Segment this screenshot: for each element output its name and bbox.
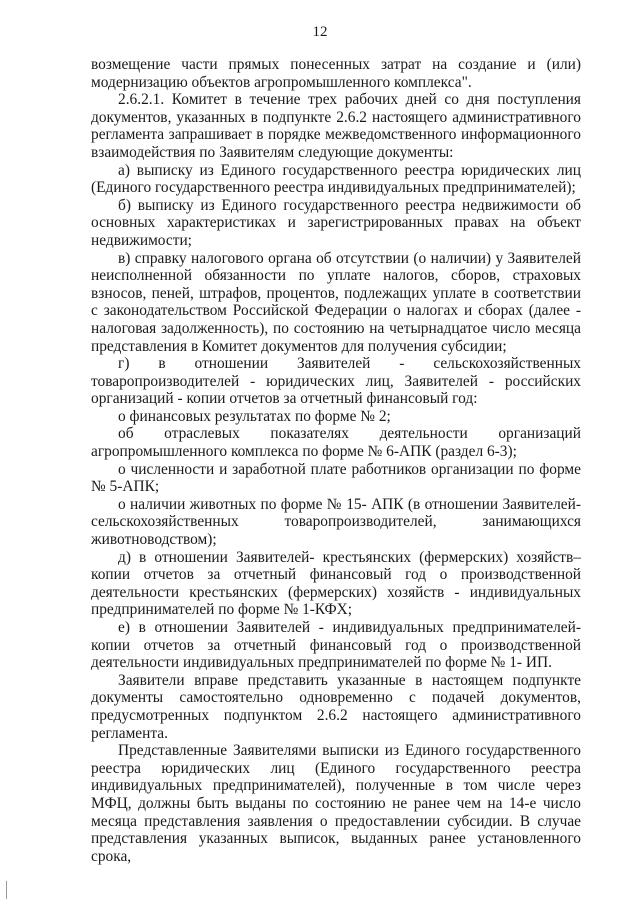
paragraph: об отраслевых показателях деятельности организаций агропромышленного комплекса по форме № 6-АПК (раздел 6-3); bbox=[91, 425, 581, 461]
paragraph: о финансовых результатах по форме № 2; bbox=[118, 407, 391, 425]
paragraph: 2.6.2.1. Комитет в течение трех рабочих дней со дня поступления документов, указанных в подпункте 2.6.2 настоящего административного регламента запрашивает в порядке межведомственного информационного взаимодействия по Заявителям следующие документы: bbox=[91, 91, 581, 161]
paragraph: Представленные Заявителями выписки из Единого государственного реестра юридических лиц (Единого государственного реестра индивидуальных предпринимателей), полученные в том числе через МФЦ, должны быть выданы по состоянию не ранее чем на 14-е число месяца представления заявления о предоставлении субсидии. В случае представления указанных выписок, выданных ранее установленного срока, bbox=[91, 742, 581, 865]
paragraph: в) справку налогового органа об отсутствии (о наличии) у Заявителей неисполненной обязанности по уплате налогов, сборов, страховых взносов, пеней, штрафов, процентов, подлежащих уплате в соответствии с законодательством Российской Федерации о налогах и сборах (далее - налоговая задолженность), по состоянию на четырнадцатое число месяца представления в Комитет документов для получения субсидии; bbox=[91, 249, 581, 355]
paragraph: б) выписку из Единого государственного реестра недвижимости об основных характеристиках и зарегистрированных правах на объект недвижимости; bbox=[91, 196, 581, 249]
paragraph: а) выписку из Единого государственного реестра юридических лиц (Единого государственного реестра индивидуальных предпринимателей); bbox=[91, 161, 581, 197]
paragraph: Заявители вправе представить указанные в настоящем подпункте документы самостоятельно одновременно с подачей документов, предусмотренных подпунктом 2.6.2 настоящего административного регламента. bbox=[91, 671, 581, 742]
paragraph: д) в отношении Заявителей- крестьянских (фермерских) хозяйств– копии отчетов за отчетный финансовый год о производственной деятельности крестьянских (фермерских) хозяйств - индивидуальных предпринимателей по форме № 1-КФХ; bbox=[91, 548, 581, 619]
paragraph: г) в отношении Заявителей - сельскохозяйственных товаропроизводителей - юридических лиц, Заявителей - российских организаций - копии отчетов за отчетный финансовый год: bbox=[91, 355, 581, 408]
document-body bbox=[91, 56, 581, 865]
paragraph: о наличии животных по форме № 15- АПК (в отношении Заявителей-сельскохозяйственных товаропроизводителей, занимающихся животноводством); bbox=[91, 495, 581, 549]
paragraph: возмещение части прямых понесенных затрат на создание и (или) модернизацию объектов агропромышленного комплекса". bbox=[91, 56, 581, 91]
scan-edge-mark bbox=[6, 881, 19, 899]
page-number: 12 bbox=[312, 24, 328, 40]
paragraph: о численности и заработной плате работников организации по форме № 5-АПК; bbox=[91, 460, 581, 496]
paragraph: е) в отношении Заявителей - индивидуальных предпринимателей-копии отчетов за отчетный финансовый год о производственной деятельности индивидуальных предпринимателей по форме № 1- ИП. bbox=[91, 619, 581, 672]
